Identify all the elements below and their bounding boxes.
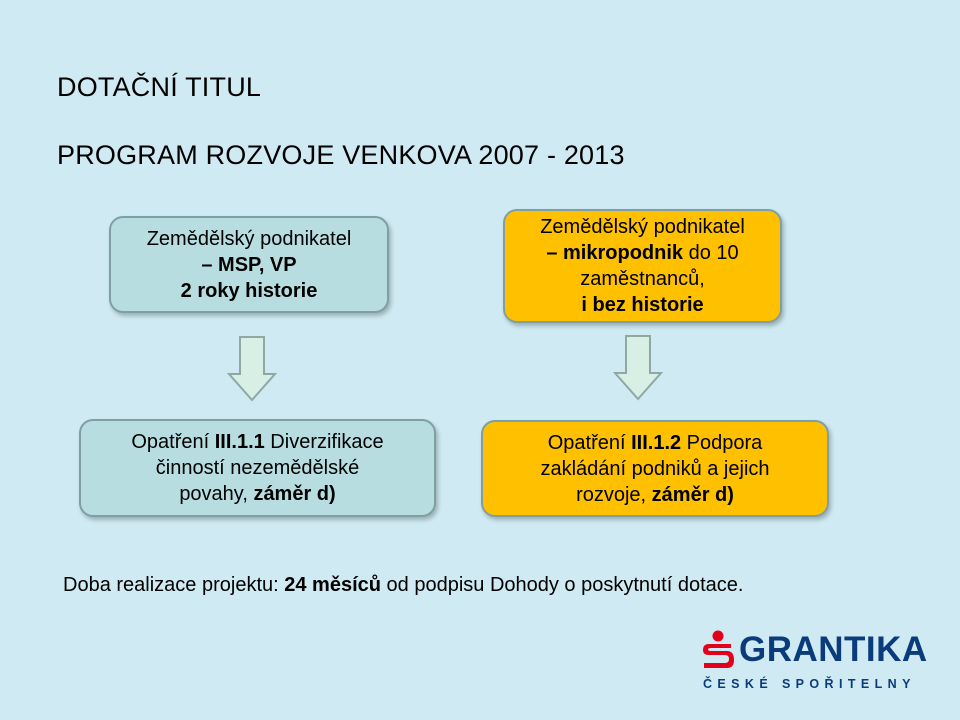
ceska-sporitelna-s-icon bbox=[701, 630, 735, 670]
box-line bbox=[131, 429, 383, 455]
box-line: Zemědělský podnikatel bbox=[540, 216, 745, 238]
logo-wordmark: GRANTIKA bbox=[739, 630, 928, 669]
box-line bbox=[179, 481, 335, 507]
box-text: do 10 bbox=[683, 242, 739, 264]
box-line: i bez historie bbox=[581, 294, 704, 316]
box-bold-text: – mikropodnik bbox=[546, 242, 684, 264]
box-text: Diverzifikace bbox=[264, 431, 384, 453]
box-line: činností nezemědělské bbox=[155, 457, 360, 479]
box-line: zakládání podniků a jejich bbox=[540, 457, 770, 480]
down-arrow-icon bbox=[227, 336, 277, 402]
box-text: Opatření bbox=[131, 431, 215, 453]
measure-code: III.1.2 bbox=[631, 431, 682, 454]
slide-subtitle: PROGRAM ROZVOJE VENKOVA 2007 - 2013 bbox=[57, 140, 625, 170]
grantika-logo bbox=[701, 630, 928, 670]
measure-code: III.1.1 bbox=[214, 431, 265, 453]
box-line: – MSP, VP bbox=[201, 253, 297, 276]
box-line: zaměstnanců, bbox=[580, 268, 705, 290]
down-arrow-icon bbox=[613, 335, 663, 401]
box-opatreni-iii-1-2 bbox=[481, 420, 829, 517]
box-opatreni-iii-1-1 bbox=[79, 419, 436, 517]
box-zemedelsky-podnikatel-mikropodnik bbox=[503, 209, 782, 323]
note-text: od podpisu Dohody o poskytnutí dotace. bbox=[380, 574, 744, 596]
box-text: rozvoje, bbox=[576, 483, 652, 506]
box-bold-text: záměr d) bbox=[253, 483, 336, 505]
box-line bbox=[546, 240, 738, 266]
project-duration-note bbox=[63, 574, 743, 597]
box-bold-text: záměr d) bbox=[651, 483, 734, 506]
box-zemedelsky-podnikatel-msp bbox=[109, 216, 389, 313]
box-text: Opatření bbox=[547, 431, 632, 454]
box-line bbox=[548, 430, 763, 456]
note-text: Doba realizace projektu: bbox=[63, 574, 285, 596]
box-text: povahy, bbox=[179, 483, 254, 505]
slide-title: DOTAČNÍ TITUL bbox=[57, 72, 262, 102]
box-line: Zemědělský podnikatel bbox=[146, 227, 352, 250]
box-line: 2 roky historie bbox=[180, 279, 318, 302]
logo-subtitle: ČESKÉ SPOŘITELNY bbox=[703, 677, 916, 691]
box-text: Podpora bbox=[681, 431, 763, 454]
note-bold-text: 24 měsíců bbox=[284, 574, 381, 596]
box-line bbox=[576, 482, 734, 508]
